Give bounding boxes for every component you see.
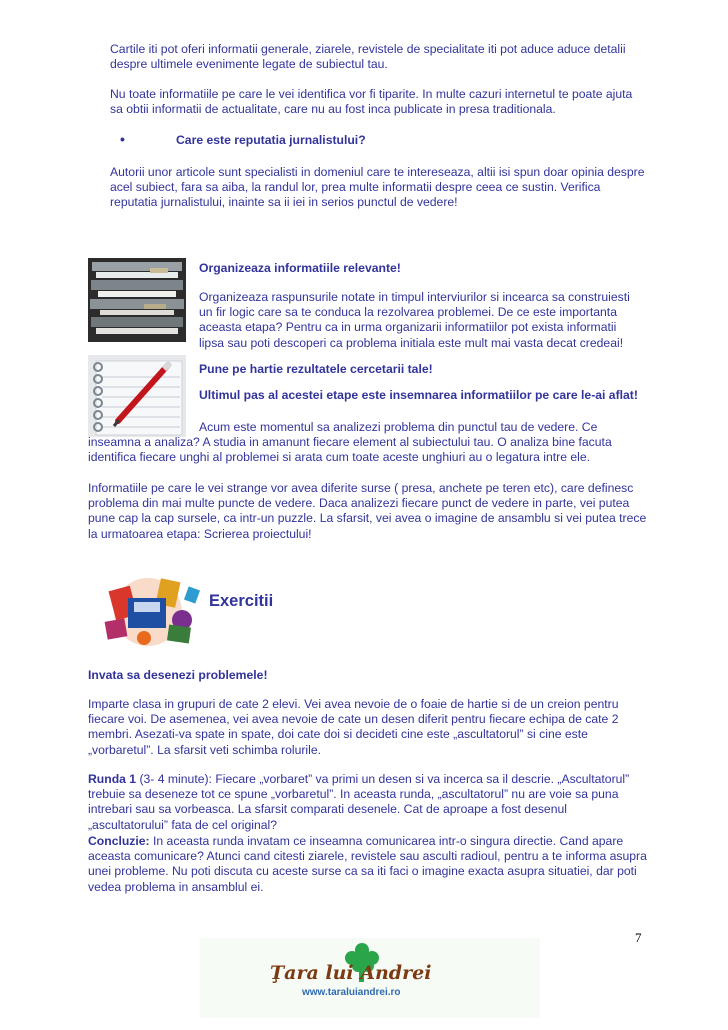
paragraph-conclusion [88,834,650,895]
paragraph-sources: Informatiile pe care le vei strange vor avea diferite surse ( presa, anchete pe teren etc), care definesc problema din mai multe puncte de vedere. Daca analizezi fiecare punct de vedere in parte, vei putea pune cap la cap sursele, ca intr-un puzzle. La sfarsit, vei avea o imagine de ansamblu si vei putea trece la urmatoarea etapa: Scrierea proiectului! [88,481,647,541]
exercise-heading: Exercitii [209,592,274,610]
conclusion-label: Concluzie: [88,834,150,848]
paragraph-books: Cartile iti pot oferi informatii generale, ziarele, revistele de specialitate iti pot aduce aduce detalii despre ultimele evenimente legate de subiectul tau. [110,42,626,72]
paragraph-analyze: inseamna a analiza? A studia in amanunt fiecare element al subiectului tau. O analiza bine facuta identifica fiecare unghi al problemei si arata cum toate aceste unghiuri au o legatura intre ele. [88,435,612,465]
file-folders-image [88,258,186,342]
bullet-icon: • [120,131,125,147]
paragraph-last-step: Ultimul pas al acestei etape este insemnarea informatiilor pe care le-ai aflat! [199,388,638,402]
page-number: 7 [635,930,642,945]
paragraph-internet: Nu toate informatiile pe care le vei identifica vor fi tiparite. In multe cazuri internetul te poate ajuta sa obtii informatii de actualitate, care nu au fost inca publicate in presa traditionala. [110,87,633,117]
paragraph-organize: Organizeaza raspunsurile notate in timpul interviurilor si incearca sa construiesti un fir logic care sa te conduca la rezolvarea problemei. De ce este importanta aceasta etapa? Pentru ca in urma organizarii informatiilor pot exista informatii lipsa sau poti descoperi ca problema initiala este mult mai vasta decat credeai! [199,290,630,350]
footer-logo [200,938,540,1018]
paragraph-analyze-first-line: Acum este momentul sa analizezi problema din punctul tau de vedere. Ce [199,420,598,434]
round-1-text: (3- 4 minute): Fiecare „vorbaret” va primi un desen si va incerca sa il descrie. „Ascultatorul” trebuie sa deseneze tot ce spune „vorbaretul”. In aceasta runda, „ascultatorul” nu are voie sa puna intrebari sau sa vorbeasca. La sfarsit comparati desenele. Cat de aproape a fost desenul „ascultatorului” fata de cel original? [88,772,630,832]
notebook-pen-image [88,355,186,437]
paragraph-exercise-intro: Imparte clasa in grupuri de cate 2 elevi. Vei avea nevoie de o foaie de hartie si de un creion pentru fiecare voi. De asemenea, vei avea nevoie de cate un desen diferit pentru fiecare echipa de cate 2 membri. Asezati-va spate in spate, doi cate doi si decideti cine este „ascultatorul” si cine este „vorbaretul”. La sfarsit veti schimba rolurile. [88,697,619,757]
heading-organize: Organizeaza informatiile relevante! [199,261,401,275]
bullet-heading-reputation: Care este reputatia jurnalistului? [176,133,366,147]
logo-url: www.taraluiandrei.ro [302,987,401,998]
conclusion-text: In aceasta runda invatam ce inseamna comunicarea intr-o singura directie. Cand apare aceasta comunicare? Atunci cand citesti ziarele, revistele sau asculti radioul, pentru a te informa asupra unei probleme. Nu poti discuta cu aceste surse ca sa iti faci o imagine exacta asupra situatiei, dar poti vedea problema in ansamblul ei. [88,834,647,894]
logo-text: Ţara lui Andrei [270,962,432,984]
heading-draw-problems: Invata sa desenezi problemele! [88,668,268,682]
exercise-clipart-image [98,568,206,650]
paragraph-reputation: Autorii unor articole sunt specialisti in domeniul care te intereseaza, altii isi spun doar opinia despre acel subiect, fara sa aiba, la randul lor, prea multe informatii despre ceea ce sustin. Verifica reputatia jurnalistului, inainte sa ii iei in serios punctul de vedere! [110,165,645,210]
paragraph-round-1 [88,772,650,833]
round-1-label: Runda 1 [88,772,137,786]
heading-write-results: Pune pe hartie rezultatele cercetarii tale! [199,362,433,376]
